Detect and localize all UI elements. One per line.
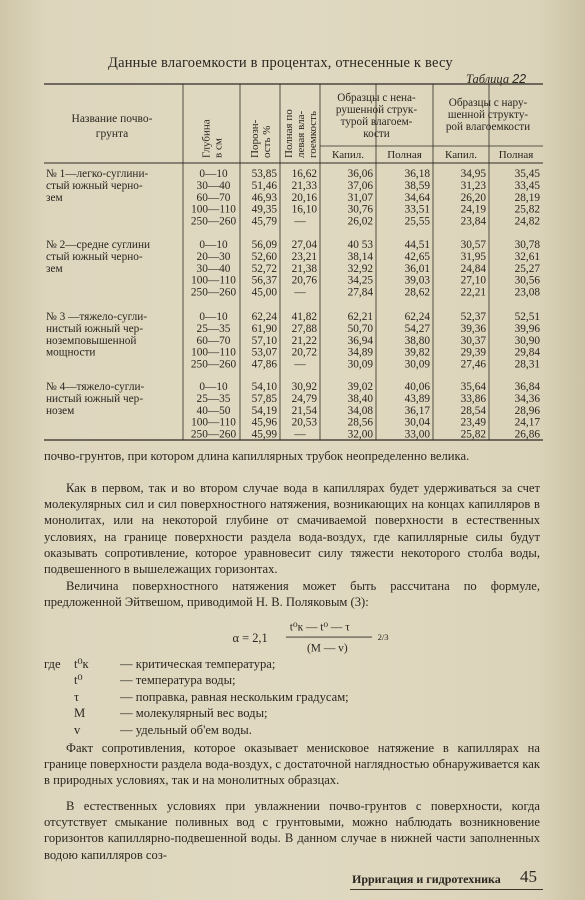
legend-row <box>44 656 349 672</box>
running-footer: Ирригация и гидротехника <box>352 872 501 886</box>
table-cell: 34,89 <box>347 346 373 359</box>
legend-symbol: τ <box>74 689 80 704</box>
header-name-line2: грунта <box>95 128 129 140</box>
table-cell: 60—70 <box>196 191 231 204</box>
table-cell: 20,72 <box>291 346 317 359</box>
table-cell: 27,04 <box>291 239 317 251</box>
header-sub: Полная <box>387 149 422 161</box>
header-full-capacity-line: Полная по <box>283 109 295 158</box>
table-cell: 27,88 <box>291 322 317 335</box>
table-cell: 23,49 <box>460 416 486 429</box>
header-full-capacity <box>283 109 319 158</box>
table-cell: 0—10 <box>199 381 228 393</box>
formula-exponent: 2/3 <box>377 631 389 642</box>
header-depth <box>201 119 225 158</box>
table-label-word: Таблица <box>466 72 510 86</box>
table-cell: 53,07 <box>251 346 277 359</box>
table-cell: 30,92 <box>291 381 317 393</box>
table-cell: 44,51 <box>404 239 430 251</box>
header-porosity-line: ость % <box>261 125 273 158</box>
table-cell: 47,86 <box>251 358 277 371</box>
table-cell: 34,95 <box>460 168 486 180</box>
table-cell: 30,56 <box>514 274 540 287</box>
table-cell: 37,06 <box>347 179 373 192</box>
legend-row <box>44 705 349 721</box>
table-cell: 38,80 <box>404 334 430 347</box>
table-group <box>46 381 540 441</box>
table-cell: 38,40 <box>347 392 373 405</box>
legend-description: — молекулярный вес воды; <box>120 706 268 721</box>
paragraph-3 <box>44 578 540 610</box>
table-cell: 30,57 <box>460 239 486 251</box>
table-cell: 21,22 <box>291 334 317 347</box>
paragraph-5-text: В естественных условиях при увлажнении почво-грунтов с поверхности, когда отсутствует смыкание поливных вод с грунтовыми, можно наблюдать возникновение горизонтов капиллярно-подвешенной воды. В данном случае в нижней части заполненных водою капилляров соз- <box>44 799 540 862</box>
table-cell: 25—35 <box>196 392 231 405</box>
table-cell: 16,10 <box>291 203 317 216</box>
table-cell: 62,21 <box>347 311 373 323</box>
table-group <box>46 168 540 228</box>
legend-prefix <box>44 705 74 721</box>
header-group-disturbed: кости <box>363 128 390 140</box>
table-cell: 100—110 <box>191 346 236 359</box>
soil-name <box>46 311 147 359</box>
legend-symbol: M <box>74 706 86 721</box>
table-cell: 40 53 <box>347 239 373 251</box>
page-number: 45 <box>520 867 537 886</box>
paragraph-3-text: Величина поверхностного натяжения может быть рассчитана по формуле, предложенной Эйтвешом, приводимой Н. В. Поляковым (3): <box>44 579 540 610</box>
table-cell: 250—260 <box>190 215 237 228</box>
header-name-line1: Название почво- <box>71 113 153 125</box>
table-row <box>191 347 540 359</box>
legend-row <box>44 722 349 738</box>
table-row <box>191 417 540 429</box>
table-cell: 56,09 <box>251 239 277 251</box>
table-cell: 24,79 <box>291 392 317 405</box>
soil-name <box>46 239 150 275</box>
soil-name-line: № 2—средне суглини <box>46 239 151 251</box>
table-cell: 250—260 <box>190 358 237 371</box>
header-depth-line: Глубина <box>200 119 213 158</box>
legend-description: — удельный об'ем воды. <box>120 722 252 737</box>
legend-prefix <box>44 672 74 688</box>
page-title: Данные влагоемкости в процентах, отнесенные к весу <box>108 55 453 71</box>
paragraph-2 <box>44 480 540 577</box>
paragraph-4 <box>44 740 540 789</box>
soil-name-line: нозем <box>46 404 75 417</box>
footer-rule <box>350 889 543 890</box>
table-cell: 25,82 <box>514 203 540 216</box>
table-cell: 28,62 <box>404 286 430 299</box>
table-cell: 43,89 <box>404 392 430 405</box>
table-cell: 250—260 <box>190 428 237 441</box>
table-cell: 52,51 <box>514 311 540 323</box>
table-cell: 27,84 <box>347 286 373 299</box>
table-cell: 16,62 <box>291 168 317 180</box>
table-cell: 30,09 <box>404 358 430 371</box>
table-row <box>197 251 540 263</box>
table-group <box>46 311 540 371</box>
header-group-undisturbed: Образцы с нару- <box>448 97 528 109</box>
table-row <box>191 216 540 228</box>
formula-lhs: α = 2,1 <box>232 630 268 645</box>
table-cell: 27,46 <box>460 358 486 371</box>
table-cell: 36,84 <box>514 381 540 393</box>
table-cell: 30,76 <box>347 203 373 216</box>
table-cell: 30,04 <box>404 416 430 429</box>
table-cell: 21,33 <box>291 179 317 192</box>
table-cell: 54,19 <box>251 404 277 417</box>
table-cell: 39,82 <box>404 346 430 359</box>
table-cell: 45,79 <box>251 215 277 228</box>
table-cell: 45,00 <box>251 286 277 299</box>
table-cell: 20,76 <box>291 274 317 287</box>
table-cell: 39,96 <box>514 322 540 335</box>
soil-name-line: зем <box>46 262 63 275</box>
table-cell: 26,86 <box>514 428 540 441</box>
table-cell: — <box>294 358 306 371</box>
table-cell: 24,84 <box>460 262 486 275</box>
table-cell: 52,72 <box>251 262 277 275</box>
table-cell: 30,90 <box>514 334 540 347</box>
table-cell: 31,23 <box>460 179 486 192</box>
legend-description: — критическая температура; <box>120 657 276 671</box>
table-cell: 46,93 <box>251 191 277 204</box>
table-cell: 30—40 <box>196 179 231 192</box>
table-row <box>191 359 540 371</box>
table-cell: 41,82 <box>291 311 317 323</box>
table-cell: 250—260 <box>190 286 237 299</box>
table-cell: 25,55 <box>404 215 430 228</box>
table-cell: — <box>294 428 306 441</box>
table-cell: 20,53 <box>291 416 317 429</box>
table-cell: 45,96 <box>251 416 277 429</box>
legend-symbol: t⁰к <box>74 657 89 671</box>
table-cell: 25—35 <box>196 322 231 335</box>
table-cell: 100—110 <box>191 416 236 429</box>
formula-legend <box>44 656 349 738</box>
table-cell: 28,31 <box>514 358 540 371</box>
legend-description: — поправка, равная нескольким градусам; <box>120 689 349 704</box>
formula-denominator: (M — v) <box>307 642 348 655</box>
table-cell: 57,10 <box>251 334 277 347</box>
header-group-disturbed: рушенной струк- <box>335 104 418 116</box>
table-row <box>191 275 540 287</box>
table-cell: 28,96 <box>514 404 540 417</box>
table-cell: 33,45 <box>514 179 540 192</box>
table-cell: 25,82 <box>460 428 486 441</box>
table-cell: 28,56 <box>347 416 373 429</box>
table-cell: 24,82 <box>514 215 540 228</box>
table-cell: 60—70 <box>196 334 231 347</box>
table-cell: 42,65 <box>404 250 430 263</box>
table-cell: 29,39 <box>460 346 486 359</box>
table-cell: 40,06 <box>404 381 430 393</box>
table-row <box>191 429 540 441</box>
paragraph-2-text: Как в первом, так и во втором случае вода в капиллярах будет удерживаться за счет молекулярных сил и сил поверхностного натяжения, возникающих на концах капилляров в монолитах, или на некоторой глубине от смачиваемой поверхности в естественных условиях, на границе поверхности раздела вода-воздух, где капиллярные силы будут оказывать сопротивление, которое уравновесит силу тяжести некоторого столба воды, подвешенного в вышележащих горизонтах. <box>44 481 540 577</box>
table-cell: 30,78 <box>514 239 540 251</box>
table-cell: 34,64 <box>404 191 430 204</box>
table-cell: 32,61 <box>514 250 540 263</box>
table-cell: 24,19 <box>460 203 486 216</box>
table-cell: 34,25 <box>347 274 373 287</box>
soil-name-line: № 1—легко-суглини- <box>46 168 149 180</box>
legend-description: — температура воды; <box>120 673 236 688</box>
table-cell: 53,85 <box>251 168 277 180</box>
table-cell: 54,10 <box>251 381 277 393</box>
table-cell: 30,37 <box>460 334 486 347</box>
table-cell: — <box>294 215 306 228</box>
table-cell: 52,60 <box>251 250 277 263</box>
formula-numerator: t⁰к — t⁰ — τ <box>289 621 350 634</box>
legend-symbol: t⁰ <box>74 673 83 688</box>
table-cell: 0—10 <box>199 168 228 180</box>
table-cell: 49,35 <box>251 203 277 216</box>
table-cell: 31,95 <box>460 250 486 263</box>
soil-name-line: стый южный черно- <box>46 179 143 192</box>
table-cell: 32,92 <box>347 262 373 275</box>
table-cell: 23,21 <box>291 250 317 263</box>
header-porosity-line: Порозн- <box>249 119 261 158</box>
table-cell: 39,02 <box>347 381 373 393</box>
table-number: 22 <box>512 72 527 86</box>
table-cell: 39,03 <box>404 274 430 287</box>
table-cell: 23,84 <box>460 215 486 228</box>
header-sub: Капил. <box>332 149 364 161</box>
table-cell: 39,36 <box>460 322 486 335</box>
table-group <box>46 239 540 299</box>
legend-prefix: где <box>44 657 61 671</box>
legend-row <box>44 689 349 705</box>
table-cell: 33,51 <box>404 203 430 216</box>
table-cell: 34,08 <box>347 404 373 417</box>
soil-name-line: нистый южный чер- <box>46 392 144 405</box>
table-cell: 24,17 <box>514 416 540 429</box>
soil-name <box>46 168 149 204</box>
table-cell: 30,09 <box>347 358 373 371</box>
table-row <box>191 204 540 216</box>
legend-prefix <box>44 689 74 705</box>
table-cell: 0—10 <box>199 311 228 323</box>
table-cell: 23,08 <box>514 286 540 299</box>
table-cell: 45,99 <box>251 428 277 441</box>
table-cell: 21,38 <box>291 262 317 275</box>
table-cell: 57,85 <box>251 392 277 405</box>
table-cell: 52,37 <box>460 311 486 323</box>
header-sub: Полная <box>498 149 534 161</box>
table-cell: 36,01 <box>404 262 430 275</box>
table-cell: 38,59 <box>404 179 430 192</box>
soil-name-line: № 4—тяжело-сугли- <box>46 381 145 393</box>
header-full-capacity-line: левая вла- <box>295 110 307 158</box>
legend-row <box>44 672 349 688</box>
table-cell: 0—10 <box>199 239 228 251</box>
header-group-disturbed: турой влагоем- <box>340 116 413 128</box>
table-cell: 22,21 <box>460 286 486 299</box>
table-cell: 31,07 <box>347 191 373 204</box>
table-cell: 50,70 <box>347 322 373 335</box>
header-full-capacity-line: гоемкость <box>307 111 319 158</box>
header-porosity <box>249 119 273 158</box>
paragraph-1-text: почво-грунтов, при котором длина капиллярных трубок неопределенно велика. <box>44 449 470 463</box>
table-cell: 40—50 <box>196 404 231 417</box>
table-cell: 51,46 <box>251 179 277 192</box>
table-cell: 27,10 <box>460 274 486 287</box>
table-cell: 26,20 <box>460 191 486 204</box>
table-cell: 36,94 <box>347 334 373 347</box>
table-cell: 28,54 <box>460 404 486 417</box>
soil-name <box>46 381 145 417</box>
table-cell: 25,27 <box>514 262 540 275</box>
table-cell: 20—30 <box>196 250 231 263</box>
table-cell: 32,00 <box>347 428 373 441</box>
legend-prefix <box>44 722 74 738</box>
table-cell: 56,37 <box>251 274 277 287</box>
header-sub: Капил. <box>445 149 477 161</box>
table-cell: 33,00 <box>404 428 430 441</box>
table-cell: 35,45 <box>514 168 540 180</box>
header-group-undisturbed: шенной структу- <box>447 109 529 121</box>
soil-name-line: № 3 —тяжело-сугли- <box>46 311 148 323</box>
soil-name-line: нистый южный чер- <box>46 322 144 335</box>
table-cell: 30—40 <box>196 262 231 275</box>
table-cell: 29,84 <box>514 346 540 359</box>
legend-symbol: v <box>74 722 81 737</box>
table-cell: 54,27 <box>404 322 430 335</box>
table-cell: 62,24 <box>404 311 430 323</box>
soil-name-line: стый южный черно- <box>46 250 143 263</box>
formula <box>228 617 428 659</box>
header-group-undisturbed: рой влагоемкости <box>445 121 531 133</box>
table-cell: 35,64 <box>460 381 486 393</box>
table-cell: 21,54 <box>291 404 317 417</box>
table-cell: 36,06 <box>347 168 373 180</box>
soil-name-line: мощности <box>46 346 96 359</box>
table-cell: 61,90 <box>251 322 277 335</box>
table-cell: 62,24 <box>251 311 277 323</box>
table-cell: 33,86 <box>460 392 486 405</box>
soil-name-line: ноземповышенной <box>46 334 137 347</box>
table-cell: 28,19 <box>514 191 540 204</box>
table-cell: 26,02 <box>347 215 373 228</box>
paragraph-5 <box>44 798 540 863</box>
header-group-disturbed: Образцы с нена- <box>337 92 416 104</box>
soil-name-line: зем <box>46 191 63 204</box>
paragraph-4-text: Факт сопротивления, которое оказывает менисковое натяжение в капиллярах на границе поверхности раздела вода-воздух, с достаточной наглядностью обнаруживается как в природных условиях, так и на монолитных образцах. <box>44 741 540 788</box>
table-cell: 36,18 <box>404 168 430 180</box>
table-cell: 34,36 <box>514 392 540 405</box>
table-cell: 100—110 <box>191 203 236 216</box>
table-cell: 100—110 <box>191 274 236 287</box>
table-cell: — <box>294 286 306 299</box>
table-cell: 38,14 <box>347 250 373 263</box>
paragraph-1 <box>44 448 540 464</box>
table-cell: 36,17 <box>404 404 430 417</box>
header-depth-line: в см <box>212 138 225 158</box>
table-row <box>191 287 540 299</box>
table-cell: 20,16 <box>291 191 317 204</box>
